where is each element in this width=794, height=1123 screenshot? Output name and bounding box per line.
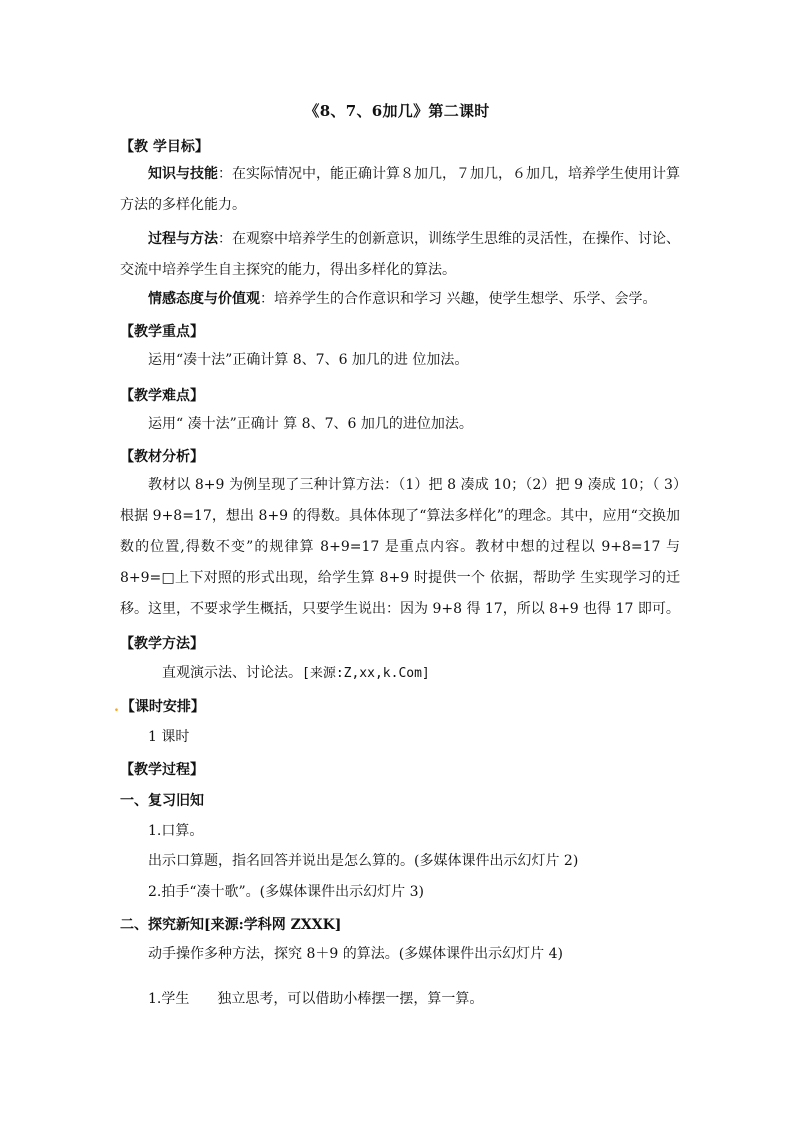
difficulty-text: 运用“ 凑十法”正确计 算 8、7、6 加几的进位加法。	[148, 416, 473, 432]
paragraph-process	[120, 224, 680, 286]
heading-analysis: 【教材分析】	[120, 449, 204, 465]
heading-method: 【教学方法】	[120, 636, 204, 652]
attitude-text: ：培养学生的合作意识和学习 兴趣，使学生想学、乐学、会学。	[260, 291, 657, 307]
heading-schedule	[114, 696, 205, 716]
part2-heading: 二、探究新知[来源:学科网 ZXXK]	[120, 917, 342, 933]
part1-heading: 一、复习旧知	[120, 793, 204, 809]
key-point-text: 运用“凑十法”正确计算 8、7、6 加几的进 位加法。	[148, 352, 469, 368]
analysis-text: 教材以 8+9 为例呈现了三种计算方法：（1）把 8 凑成 10；（2）把 9 凑成 10；（ 3）根据 9+8=17，想出 8+9 的得数。具体体现了“算法多样化”的理念。其中，应用“交换加数的位置,得数不变”的规律算 8+9=17 是重点内容。教材中想的过程以 9+8=17 与 8+9=□上下对照的形式出现，给学生算 8+9 时提供一个 依据，帮助学 生实现学习的迁移。这里，不要求学生概括，只要学生说出：因为 9+8 得 17，所以 8+9 也得 17 即可。	[120, 477, 680, 617]
page-title: 《8、7、6加几》第二课时	[304, 102, 490, 120]
bullet-dot-icon: .	[114, 699, 119, 715]
process-text: ：在观察中培养学生的创新意识，训练学生思维的灵活性，在操作、讨论、交流中培养学生自主探究的能力，得出多样化的算法。	[120, 231, 680, 278]
item1: 1.口算。	[148, 823, 204, 839]
heading-process: 【教学过程】	[120, 762, 204, 778]
knowledge-lead: 知识与技能	[148, 166, 218, 182]
step1: 1.学生 独立思考，可以借助小棒摆一摆，算一算。	[148, 991, 484, 1007]
item2: 2.拍手“凑十歌”。(多媒体课件出示幻灯片 3)	[148, 884, 424, 900]
method-source: [来源:Z,xx,k.Com]	[302, 666, 430, 681]
method-text: 直观演示法、讨论法。	[162, 665, 302, 681]
schedule-text: 1 课时	[148, 729, 190, 745]
paragraph-method	[120, 658, 680, 689]
item1-detail: 出示口算题，指名回答并说出是怎么算的。(多媒体课件出示幻灯片 2)	[148, 853, 579, 869]
heading-key-point: 【教学重点】	[120, 324, 204, 340]
process-lead: 过程与方法	[148, 231, 218, 247]
heading-difficulty: 【教学难点】	[120, 388, 204, 404]
knowledge-text: ：在实际情况中，能正确计算８加几，７加几，６加几，培养学生使用计算方法的多样化能力。	[120, 166, 680, 213]
paragraph-knowledge	[120, 159, 680, 221]
schedule-heading-label: 【课时安排】	[120, 699, 205, 715]
paragraph-attitude	[120, 284, 680, 315]
attitude-lead: 情感态度与价值观	[148, 291, 260, 307]
heading-objectives: 【教 学目标】	[120, 139, 209, 155]
part2-intro: 动手操作多种方法，探究 8＋9 的算法。(多媒体课件出示幻灯片 4)	[148, 946, 563, 962]
